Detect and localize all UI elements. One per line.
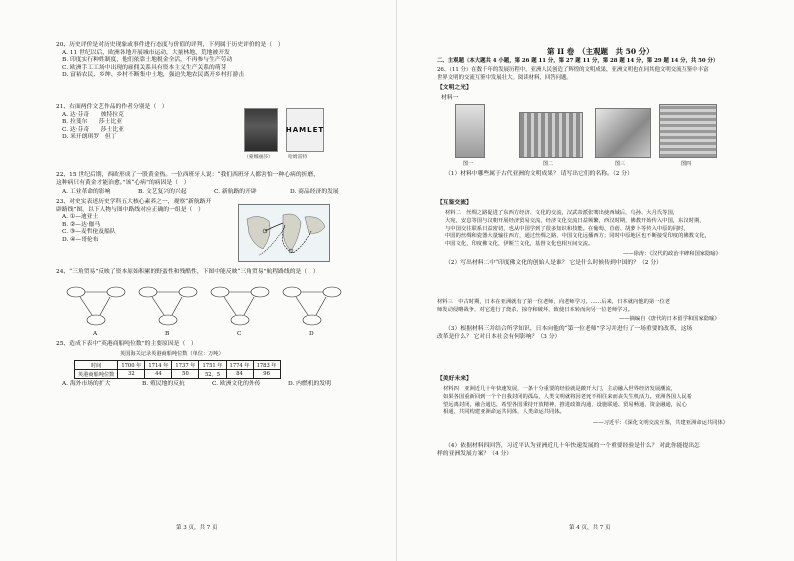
- sub-question-4-line-1: （4）依据材料四回答，习近平认为亚洲近几十年快速发展的一个重要经验是什么？ 对此你能提出怎: [445, 443, 700, 449]
- q23-option-b: B. ②—达·伽马: [62, 221, 101, 228]
- table-cell: 96: [253, 370, 280, 379]
- table-header-cell: 时间: [75, 361, 118, 370]
- right-page: [397, 0, 794, 561]
- q21-option-b: B. 拉斐尔 莎士比亚: [62, 119, 123, 126]
- table-cell: 44: [145, 370, 172, 379]
- hamlet-caption: 哈姆雷特: [288, 155, 308, 160]
- q22-option-b: B. 文艺复兴的兴起: [138, 189, 187, 195]
- material-2-line: 材料二 丝绸之路促进了东西方经济、文化的交流，汉武帝派张骞出使西域后，乌孙、大月氏等国，: [445, 210, 679, 216]
- q25-option-a: A. 海外市场的扩大: [62, 381, 111, 387]
- table-row-label: 英港商船吨位数: [75, 370, 118, 379]
- hamlet-cover-text: HAMLET: [285, 126, 325, 134]
- hamlet-cover-image: [286, 108, 324, 152]
- q21-option-d: D. 米开朗琪罗 但丁: [62, 134, 117, 141]
- heading-mutual-learning: 【互鉴交流】: [437, 200, 472, 206]
- table-cell: 50: [172, 370, 199, 379]
- diagram-c: [211, 287, 269, 325]
- q25-stem: 25、造成下表中“英港商船吨位数”的主要原因是（ ）: [56, 341, 197, 347]
- table-header-cell: 1774 年: [226, 361, 253, 370]
- right-page-footer: 第 4 页，共 7 页: [569, 525, 611, 531]
- q23-option-a: A. ①—迪亚士: [62, 214, 99, 221]
- sub-question-4-line-2: 样的亚洲发展方案？（4 分）: [437, 451, 513, 457]
- diagram-a: [67, 287, 125, 325]
- q21-option-c: C. 达·芬奇 莎士比亚: [62, 126, 124, 133]
- question-22: [56, 172, 319, 187]
- sub-question-2: （2）写出材料二中“印度佛文化的创始人是谁？ 它是什么时候传到中国的？（2 分）: [445, 260, 662, 266]
- material-4: [443, 386, 692, 417]
- q22-stem-2: 这种病只有黄金才能治愈。”该“心病”的病因是（ ）: [56, 179, 190, 186]
- q24-letter-d: D: [309, 331, 314, 337]
- q26-intro-2: 世界文明的交流互鉴中发展壮大。阅读材料，回答问题。: [437, 75, 572, 81]
- photo-1: [455, 104, 485, 158]
- photo-4: [659, 104, 717, 158]
- q24-letter-b: B: [165, 331, 170, 337]
- q22-option-c: C. 新航路的开辟: [214, 189, 257, 195]
- q22-stem: 22、15 世纪后期，西欧形成了一股黄金热。一位西班牙人说：“我们西班牙人都害怕一种心病的折磨，: [56, 172, 320, 178]
- q25-option-b: B. 殖民地的反抗: [142, 381, 185, 387]
- photo-3-label: 图三: [615, 161, 626, 167]
- question-21: [56, 104, 168, 142]
- q22-option-d: D. 商品经济的发展: [290, 189, 339, 195]
- material-4-source: ——习近平：《深化文明交流互鉴，共建亚洲命运共同体》: [593, 420, 729, 426]
- mona-lisa-caption: （蒙娜丽莎）: [244, 155, 273, 160]
- q24-letter-c: C: [237, 331, 242, 337]
- q23-option-d: D. ④—哥伦布: [62, 236, 99, 243]
- photo-1-label: 图一: [463, 161, 474, 167]
- table-cell: 32: [118, 370, 145, 379]
- left-page-footer: 第 3 页，共 7 页: [176, 525, 218, 531]
- material-2: [445, 210, 710, 249]
- q23-stem-2: 辟路线”图，以下人物与图中路线对应正确的一组是（ ）: [56, 206, 204, 213]
- new-route-map: [238, 204, 330, 262]
- q25-table-title: 英国海关记录英港商船吨位数（单位：万吨）: [120, 351, 224, 357]
- table-header-cell: 1737 年: [172, 361, 199, 370]
- q20-option-b: B. 印度实行种姓制度，他们依靠土地税金全活，不再参与生产劳动: [62, 57, 233, 64]
- q25-option-c: C. 欧洲文化的外传: [212, 381, 261, 387]
- table-header-cell: 1700 年: [118, 361, 145, 370]
- sub-question-1: （1）材料中哪些属于古代亚洲的文明成果？ 请写出它们的名称。（2 分）: [445, 171, 633, 177]
- q20-option-d: D. 富裕农民、乡绅、乡村不断集中土地，强迫失地农民离开乡村打游击: [62, 72, 245, 79]
- q25-option-d: D. 内燃机的发明: [288, 381, 331, 387]
- table-row: [75, 370, 281, 379]
- q26-intro-1: 26、（11 分）在数千年的发展历程中，亚洲人民创造了辉煌的文明成果，亚洲文明也在同其他文明交流互鉴中丰富: [437, 67, 709, 73]
- material-2-line: 大宛，安息等国与汉朝开展经济贸易交流，经济文化交流日益频繁，西汉时期，佛教开始传入中国，东汉时期，: [445, 217, 705, 224]
- table-header-cell: 1714 年: [145, 361, 172, 370]
- question-23: [56, 199, 211, 245]
- photo-2-colosseum: [519, 112, 583, 158]
- material-2-source: ——徐涛：《汉代的政治丰碑和国家隐喻》: [623, 251, 721, 257]
- section-title: 第 II 卷 （主观题 共 50 分）: [547, 47, 654, 56]
- table-cell: 84: [226, 370, 253, 379]
- photo-2-label: 图二: [543, 161, 554, 167]
- heading-better-future: 【美好未来】: [437, 376, 472, 382]
- material-2-line: 中国文化，印度佛文化，伊斯兰文化，基督文化也相互间交流。: [445, 241, 594, 248]
- q24-letter-a: A: [93, 331, 98, 337]
- material-3-line-2: 师发动侵略战争，对它进行了烧杀、掠夺和破坏，致使日本转而向另一位老师学习。: [437, 307, 633, 313]
- material-2-line: 与中国交往联系日益密切，也从中国学到了很多知识和技能。在葡萄、苜蓿、胡萝卜等传入中原的同时，: [445, 225, 689, 232]
- material-4-line: 如果各国重新回到一个个自我封闭的孤岛，人类文明就将因老死不相往来而丧失生机活力。亚洲各国人民希: [443, 393, 692, 400]
- q20-option-a: A. 11 世纪以后，欧洲各地开展城市运动，大量林地、荒地被开发: [62, 49, 230, 56]
- section-2-instructions: 二、主观题（本大题共 4 小题，第 26 题 11 分，第 27 题 11 分，第 28 题 14 分，第 29 题 14 分，共 50 分）: [437, 58, 719, 64]
- question-20: [56, 42, 284, 80]
- table-header-cell: 1783 年: [253, 361, 280, 370]
- q20-option-c: C. 欧洲手工工场中出现的雇佣关系具有资本主义生产关系的萌芽: [62, 64, 227, 71]
- table-row: [75, 361, 281, 370]
- q22-option-a: A. 工业革命的影响: [62, 189, 111, 195]
- material-4-line: 材料四 亚洲近几十年快速发展，一条十分重要的经验就是敞开大门，主动融入世界经济发展潮流，: [443, 386, 677, 392]
- q23-stem: 23、对史实表述历史学科五大核心素养之一，观察“新航路开: [56, 199, 212, 205]
- material-2-line: 中国的丝绸和瓷器大量输往西方，通过丝绸之路，中国文化远播西方；同时中原地区也不断接受印度的佛教文化，: [445, 233, 710, 240]
- diagram-b: [139, 287, 197, 325]
- table-cell: 52、5: [199, 370, 226, 379]
- material-4-line: 相通，共同构建亚洲命运共同体，人类命运共同体。: [443, 409, 565, 416]
- q25-table: [74, 360, 281, 379]
- q21-stem: 21、右面两件文艺作品的作者分别是（ ）: [56, 104, 168, 110]
- photo-4-label: 图四: [681, 161, 692, 167]
- sub-question-3-line-2: 改革是什么？ 它对日本社会有何影响？（3 分）: [437, 334, 561, 340]
- photo-3: [595, 108, 651, 158]
- mona-lisa-image: [244, 108, 278, 152]
- material-3-source: ——摘编自《唐代的日本留学和国家隐喻》: [619, 316, 720, 322]
- material-3-line-1: 材料三 中古时期，日本在亚洲就有了第一位老师，向老师学习，……后来，日本就向他的第一位老: [437, 299, 671, 305]
- q21-option-a: A. 达·芬奇 彼特拉克: [62, 111, 124, 118]
- q23-option-c: C. ③—麦哲伦及船队: [62, 229, 116, 236]
- sub-question-3-line-1: （3）根据材料三并结合所学知识，日本向他的“第一位老师”学习并进行了一场重要的改革，这场: [445, 326, 693, 332]
- q20-stem: 20、历史评价是对历史现象或事件进行态度与价值的评判，下列属于历史评价的是（ ）: [56, 42, 284, 48]
- material-4-line: 望远离封闭，融合通达，希望各国秉持开放精神，推进政策沟通、设施联通、贸易畅通、资金融通，民心: [443, 401, 687, 408]
- table-header-cell: 1751 年: [199, 361, 226, 370]
- diagram-d: [283, 287, 341, 325]
- material-1-label: 材料一: [441, 95, 459, 101]
- route-map-drawing: [239, 205, 329, 261]
- q24-stem: 24、“三角贸易”反映了资本原始积累的野蛮性和残酷性，下图中能反映“三角贸易”航程路线的是（ ）: [56, 269, 319, 275]
- heading-civilization-light: 【文明之光】: [437, 85, 472, 91]
